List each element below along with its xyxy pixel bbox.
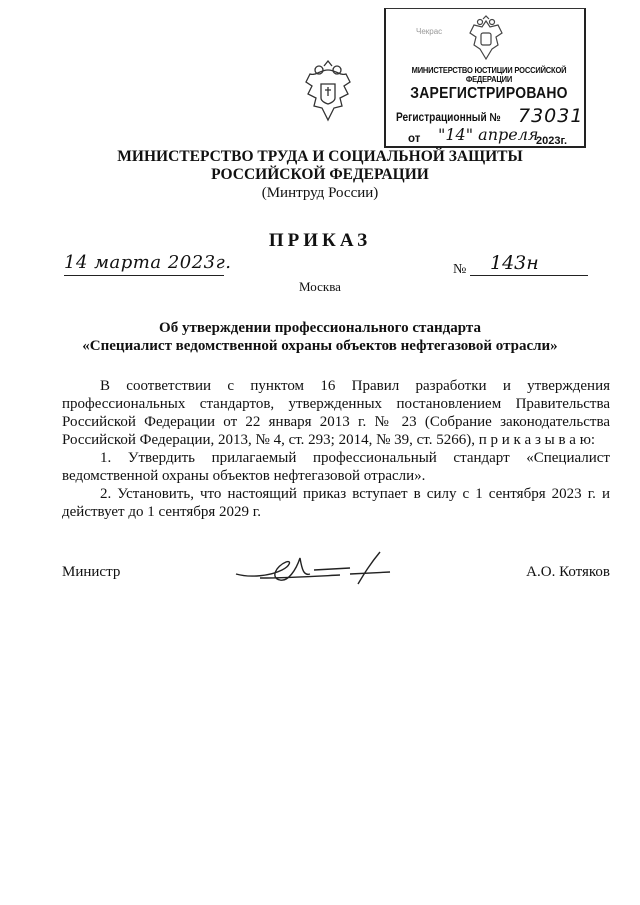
order-number-label: № <box>453 262 467 277</box>
signatory-position: Министр <box>62 564 121 580</box>
order-city: Москва <box>299 279 341 294</box>
body-paragraph-item1: 1. Утвердить прилагаемый профессиональный стандарт «Специалист ведомственной охраны объектов нефтегазовой отрасли». <box>62 450 610 484</box>
stamp-registered: ЗАРЕГИСТРИРОВАНО <box>410 85 568 102</box>
order-subject-line2: «Специалист ведомственной охраны объектов нефтегазовой отрасли» <box>82 338 558 354</box>
signatory-name: А.О. Котяков <box>526 564 610 580</box>
stamp-ministry: МИНИСТЕРСТВО ЮСТИЦИИ РОССИЙСКОЙ ФЕДЕРАЦИИ <box>411 66 567 84</box>
stamp-reg-number: 73031 <box>518 105 584 127</box>
stamp-date: "14" апреля <box>438 125 539 144</box>
stamp-year: 2023г. <box>536 135 568 147</box>
order-body <box>62 377 610 521</box>
ministry-name-line1: МИНИСТЕРСТВО ТРУДА И СОЦИАЛЬНОЙ ЗАЩИТЫ <box>117 148 523 165</box>
stamp-emblem-icon <box>464 15 508 63</box>
stamp-reg-number-label: Регистрационный № <box>396 112 501 124</box>
ministry-name-line2: РОССИЙСКОЙ ФЕДЕРАЦИИ <box>211 166 429 183</box>
handwritten-signature <box>230 548 410 588</box>
stamp-faint-text: Чекрас <box>416 27 443 36</box>
registration-stamp <box>384 8 586 148</box>
coat-of-arms-icon <box>302 60 354 122</box>
stamp-date-prefix: от <box>408 133 421 145</box>
body-paragraph-item2: 2. Установить, что настоящий приказ вступает в силу с 1 сентября 2023 г. и действует до 1 сентября 2029 г. <box>62 486 610 520</box>
body-paragraph-preamble: В соответствии с пунктом 16 Правил разработки и утверждения профессиональных стандартов, утвержденных постановлением Правительства Российской Федерации от 22 января 2013 г. № 23 (Собрание законодательства Российской Федерации, 2013, № 4, ст. 293; 2014, № 39, ст. 5266), п р и к а з ы в а ю: <box>62 378 610 448</box>
order-number-underline <box>470 275 588 276</box>
order-number: 143н <box>490 252 539 274</box>
order-date-underline <box>64 275 224 276</box>
ministry-short-name: (Минтруд России) <box>261 185 379 201</box>
order-title: ПРИКАЗ <box>268 230 372 251</box>
order-subject-line1: Об утверждении профессионального стандарта <box>159 320 481 336</box>
order-date: 14 марта 2023г. <box>64 252 232 273</box>
